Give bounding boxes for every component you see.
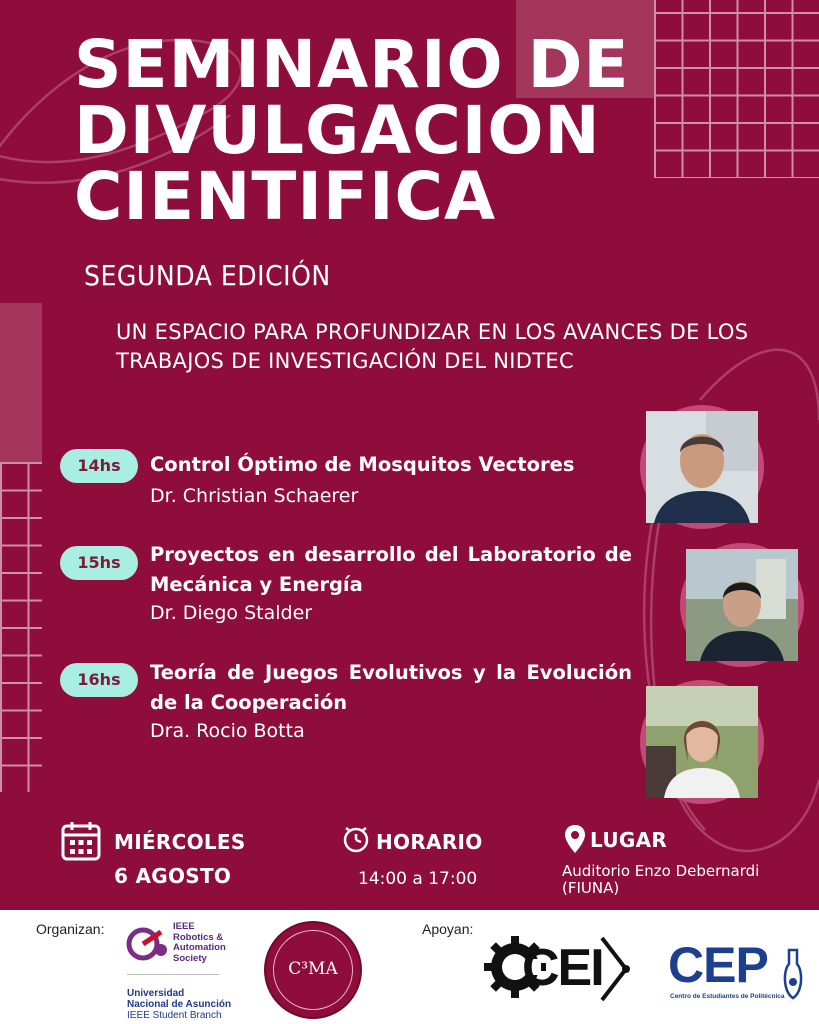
c3ma-seal — [264, 921, 362, 1019]
una-text: Universidad — [127, 988, 185, 999]
cei-text: CEI — [522, 939, 603, 997]
speaker-photo — [680, 543, 804, 667]
title-line: DIVULGACION — [74, 92, 601, 169]
page-title — [74, 26, 674, 235]
calendar-icon — [60, 820, 102, 862]
clock-icon — [342, 824, 370, 854]
supporters-label: Apoyan: — [422, 921, 474, 937]
decorative-grid — [654, 0, 819, 178]
place-line: Auditorio Enzo Debernardi — [562, 862, 760, 880]
place-label: LUGAR — [590, 828, 668, 852]
talk-title: Control Óptimo de Mosquitos Vectores — [150, 453, 575, 476]
time-badge: 16hs — [60, 663, 138, 697]
ieee-ras-text: Society — [173, 952, 207, 964]
talk-speaker: Dr. Christian Schaerer — [150, 485, 359, 507]
una-text: IEEE Student Branch — [127, 1010, 222, 1021]
c3ma-text: C³MA — [288, 959, 338, 979]
una-text: Nacional de Asunción — [127, 999, 232, 1010]
subtitle — [116, 318, 756, 376]
speaker-photo — [640, 405, 764, 529]
time-badge: 15hs — [60, 546, 138, 580]
talk-speaker: Dr. Diego Stalder — [150, 602, 313, 624]
flask-icon — [782, 948, 804, 1000]
cep-text: CEP — [668, 937, 768, 993]
date-day: MIÉRCOLES — [114, 830, 246, 854]
speaker-photo — [640, 680, 764, 804]
decorative-grid — [0, 462, 42, 792]
decorative-block — [0, 303, 42, 463]
title-line: SEMINARIO DE — [74, 26, 630, 103]
cei-logo — [482, 932, 632, 1010]
una-logo — [127, 988, 232, 1021]
schedule-label: HORARIO — [376, 830, 483, 854]
date-value: 6 AGOSTO — [114, 864, 232, 888]
footer — [0, 910, 819, 1024]
time-badge: 14hs — [60, 449, 138, 483]
edition-label: SEGUNDA EDICIÓN — [84, 259, 331, 292]
subtitle-line: TRABAJOS DE INVESTIGACIÓN DEL NIDTEC — [116, 349, 574, 373]
divider — [127, 974, 219, 975]
subtitle-line: UN ESPACIO PARA PROFUNDIZAR EN LOS AVANCES DE LOS — [116, 320, 749, 344]
schedule-value: 14:00 a 17:00 — [358, 869, 478, 889]
ieee-ras-text: Automation — [173, 942, 226, 953]
organizers-label: Organizan: — [36, 921, 105, 937]
cep-logo — [668, 938, 808, 1008]
talk-speaker: Dra. Rocio Botta — [150, 720, 305, 742]
title-line: CIENTIFICA — [74, 158, 497, 235]
ieee-ras-text: IEEE — [173, 921, 195, 932]
ieee-ras-icon — [127, 926, 171, 962]
talk-title: Proyectos en desarrollo del Laboratorio de Mecánica y Energía — [150, 543, 632, 596]
location-pin-icon — [564, 824, 586, 854]
chevron-right-icon — [600, 936, 630, 1002]
cep-tagline: Centro de Estudiantes de Politécnica — [670, 993, 785, 1000]
place-line: (FIUNA) — [562, 879, 620, 897]
ieee-ras-text: Robotics & — [173, 931, 224, 943]
ieee-ras-logo — [127, 921, 226, 970]
talk-title: Teoría de Juegos Evolutivos y la Evolución de la Cooperación — [150, 661, 632, 714]
